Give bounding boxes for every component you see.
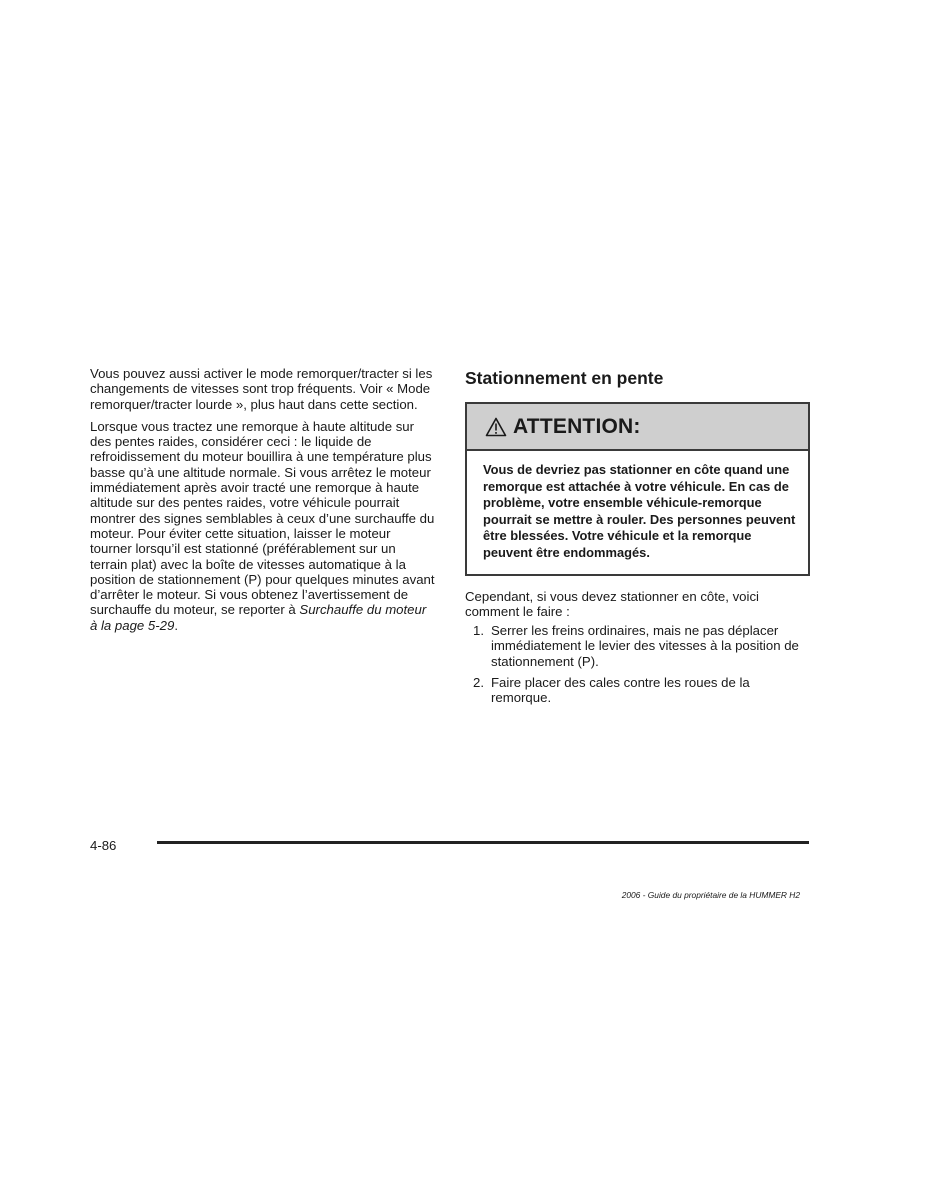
attention-label: ATTENTION: <box>513 414 641 438</box>
attention-box <box>465 402 810 576</box>
attention-body: Vous de devriez pas stationner en côte quand une remorque est attachée à votre véhicule. En cas de problème, votre ensemble véhicule-remorque pourrait se mettre à rouler. Des personnes peuvent être blessées. Votre véhicule et la remorque peuvent être endommagés. <box>483 462 796 560</box>
steps-list <box>465 623 810 705</box>
instructions-intro: Cependant, si vous devez stationner en côte, voici comment le faire : <box>465 588 759 619</box>
footer-divider <box>157 841 809 844</box>
footer-note: 2006 - Guide du propriétaire de la HUMMER H2 <box>621 890 800 900</box>
left-column <box>90 366 435 640</box>
cross-reference-link[interactable]: Surchauffe du moteur à la page 5-29 <box>90 602 427 633</box>
section-title: Stationnement en pente <box>465 368 664 388</box>
list-item <box>473 675 810 706</box>
paragraph-towing-mode: Vous pouvez aussi activer le mode remorquer/tracter si les changements de vitesses sont trop fréquents. Voir « Mode remorquer/tracter lourde », plus haut dans cette section. <box>90 366 433 412</box>
page-number: 4-86 <box>90 838 117 853</box>
step-text: Faire placer des cales contre les roues de la remorque. <box>491 675 750 706</box>
paragraph-high-altitude <box>90 419 435 633</box>
warning-triangle-icon <box>485 417 507 437</box>
paragraph-end: . <box>174 617 178 633</box>
parking-instructions <box>465 589 810 706</box>
paragraph-high-altitude-text: Lorsque vous tractez une remorque à haute altitude sur des pentes raides, considérer ceci : le liquide de refroidissement du moteur bouillira à une température plus basse qu’à une altitude normale. Si vous arrêtez le moteur immédiatement après avoir tracté une remorque à haute altitude sur des pentes raides, votre véhicule pourrait montrer des signes semblables à ceux d’une surchauffe du moteur. Pour éviter cette situation, laisser le moteur tourner lorsqu’il est stationné (préférablement sur un terrain plat) avec la boîte de vitesses automatique à la position de stationnement (P) pour quelques minutes avant d’arrêter le moteur. Si vous obtenez l’avertissement de surchauffe du moteur, se reporter à <box>90 418 435 618</box>
right-column <box>465 366 810 712</box>
step-text: Serrer les freins ordinaires, mais ne pas déplacer immédiatement le levier des vitesses à la position de stationnement (P). <box>491 623 799 669</box>
step-number: 2. <box>473 675 484 691</box>
list-item <box>473 623 810 669</box>
attention-header <box>467 404 808 451</box>
step-number: 1. <box>473 623 484 639</box>
